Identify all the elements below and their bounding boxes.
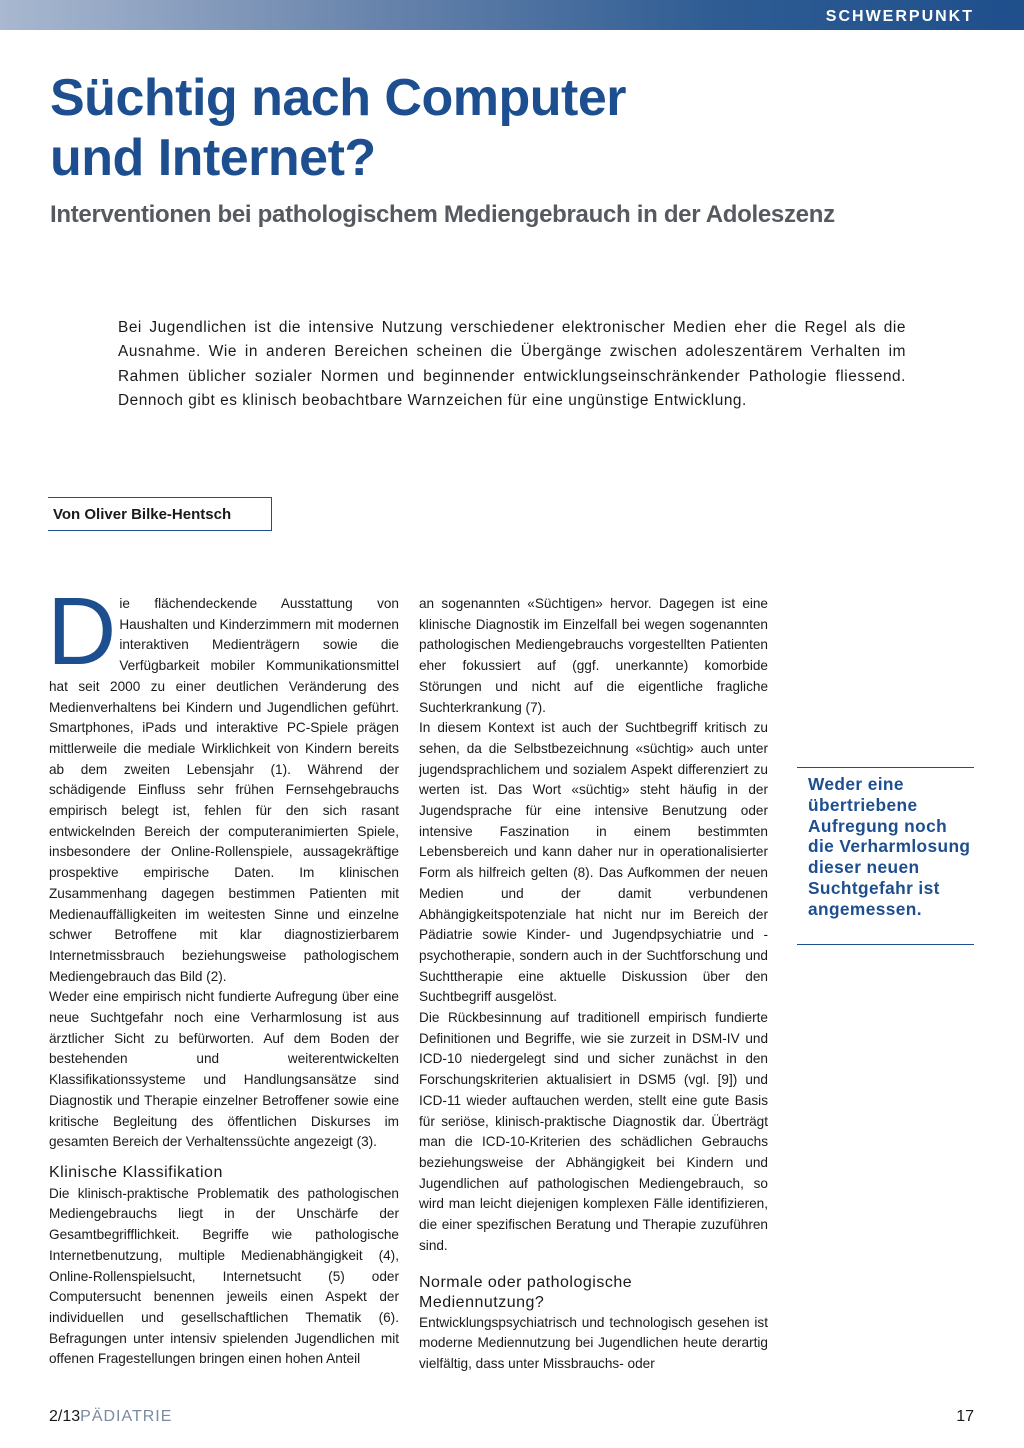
issue-number: 2/13 <box>49 1408 81 1425</box>
body-paragraph: Die Rückbesinnung auf traditionell empirisch fundierte Definitionen und Begriffe, wie sie zurzeit in DSM-IV und ICD-10 niedergelegt sind und sicher zunächst in den Forschungskriterien aktualisiert in DSM5 (vgl. [9]) und ICD-11 wieder auftauchen werden, stellt eine gute Basis für seriöse, klinisch-praktische Diagnostik dar. Überträgt man die ICD-10-Kriterien des schädlichen Gebrauchs beziehungsweise der Abhängigkeit bei Kindern und Jugendlichen auf pathologischen Mediengebrauch, so wird man leicht diejenigen komplexen Fälle identifizieren, die einer spezifischen Beratung und Therapie zuzuführen sind. <box>419 1010 768 1253</box>
text-column-left <box>47 578 399 1370</box>
body-paragraph: an sogenannten «Süchtigen» hervor. Dagegen ist eine klinische Diagnostik im Einzelfall bei wegen sogenannten pathologischen Mediengebrauchs vorgestellten Patienten eher fokussiert auf (ggf. unerkannte) komorbide Störungen und nicht auf die eigentliche fragliche Suchterkrankung (7). <box>419 596 768 715</box>
section-heading-line-1: Normale oder pathologische <box>419 1273 633 1291</box>
section-heading-media-use <box>419 1273 768 1313</box>
section-header-bar <box>0 0 1024 30</box>
article-title-line-2: und Internet? <box>50 129 376 187</box>
section-heading-classification: Klinische Klassifikation <box>49 1163 223 1181</box>
section-heading-line-2: Mediennutzung? <box>419 1293 545 1311</box>
page-number: 17 <box>956 1408 974 1425</box>
body-paragraph: Weder eine empirisch nicht fundierte Aufregung über eine neue Suchtgefahr noch eine Verharmlosung ist aus ärztlicher Sicht zu befürworten. Auf dem Boden der bestehenden und weiterentwickelten Klassifikationssysteme und Handlungsansätze sind Diagnostik und Therapie einzelner Betroffener sowie eine kritische Begleitung des öffentlichen Diskurses im gesamten Bereich der Verhaltenssüchte angezeigt (3). <box>49 989 399 1150</box>
pull-quote-box <box>797 767 974 945</box>
lead-paragraph: Bei Jugendlichen ist die intensive Nutzung verschiedener elektronischer Medien eher die Regel als die Ausnahme. Wie in anderen Bereichen scheinen die Übergänge zwischen adoleszentärem Verhalten im Rahmen üblicher sozialer Normen und beginnender entwicklungseinschränkender Pathologie fliessend. Dennoch gibt es klinisch beobachtbare Warnzeichen für eine ungünstige Entwicklung. <box>118 319 906 410</box>
body-paragraph: Die klinisch-praktische Problematik des pathologischen Mediengebrauchs liegt in der Unschärfe der Gesamtbegrifflichkeit. Begriffe wie pathologische Internetbenutzung, multiple Medienabhängigkeit (4), Online-Rollenspielsucht, Internetsucht (5) oder Computersucht benennen jeweils einen Aspekt der individuellen und gesellschaftlichen Thematik (6). Befragungen unter intensiv spielenden Jugendlichen mit offenen Fragestellungen bringen einen hohen Anteil <box>49 1185 399 1367</box>
body-paragraph: In diesem Kontext ist auch der Suchtbegriff kritisch zu sehen, da die Selbstbezeichnung «süchtig» auch unter jugendsprachlichem und sozialem Aspekt differenziert zu werten ist. Das Wort «süchtig» steht häufig in der Jugendsprache für eine intensive Benutzung oder intensive Faszination in einem bestimmten Lebensbereich und kann daher nur in operationalisierter Form als hilfreich gelten (8). Das Aufkommen der neuen Medien und der damit verbundenen Abhängigkeitspotenziale hat nicht nur im Bereich der Pädiatrie sowie Kinder- und Jugendpsychiatrie und -psychotherapie, sondern auch in der Suchtforschung und Suchttherapie eine aktuelle Diskussion über den Suchtbegriff ausgelöst. <box>419 720 768 1005</box>
article-title-line-1: Süchtig nach Computer <box>50 69 626 127</box>
footer-issue <box>49 1408 172 1426</box>
pull-quote: Weder eine übertriebene Aufregung noch die Verharmlosung dieser neuen Suchtgefahr ist angemessen. <box>808 774 971 919</box>
article-title <box>50 68 626 188</box>
body-paragraph-text: ie flächendeckende Ausstattung von Haushalten und Kinderzimmern mit modernen interaktiven Medienträgern sowie die Verfügbarkeit mobiler Kommunikationsmittel hat seit 2000 zu einer deutlichen Veränderung des Medienverhaltens bei Kindern und Jugendlichen geführt. Smartphones, iPads und interaktive PC-Spiele prägen mittlerweile die mediale Wirklichkeit von Kindern bereits ab dem zweiten Lebensjahr (1). Während der schädigende Einfluss sehr frühen Fernsehgebrauchs empirisch belegt ist, fehlen für den sich rasant entwickelnden Bereich der computeranimierten Spiele, insbesondere der Online-Rollenspiele, aussagekräftige prospektive empirische Daten. Im klinischen Zusammenhang dagegen bestimmen Patienten mit Medienauffälligkeiten im weitesten Sinne und einzelne schwer Betroffene mit klar diagnostizierbarem Internetmissbrauch beziehungsweise pathologischem Mediengebrauch das Bild (2). <box>49 596 399 984</box>
body-paragraph <box>47 578 399 987</box>
author-byline: Von Oliver Bilke-Hentsch <box>53 506 232 523</box>
drop-cap: D <box>47 578 117 685</box>
author-box <box>48 497 272 531</box>
body-paragraph: Entwicklungspsychiatrisch und technologisch gesehen ist moderne Mediennutzung bei Jugendlichen heute derartig vielfältig, dass unter Missbrauchs- oder <box>419 1314 768 1371</box>
article-subtitle: Interventionen bei pathologischem Mediengebrauch in der Adoleszenz <box>50 201 835 228</box>
magazine-name: PÄDIATRIE <box>80 1408 173 1425</box>
section-label: SCHWERPUNKT <box>825 8 974 25</box>
text-column-middle <box>419 594 768 1375</box>
